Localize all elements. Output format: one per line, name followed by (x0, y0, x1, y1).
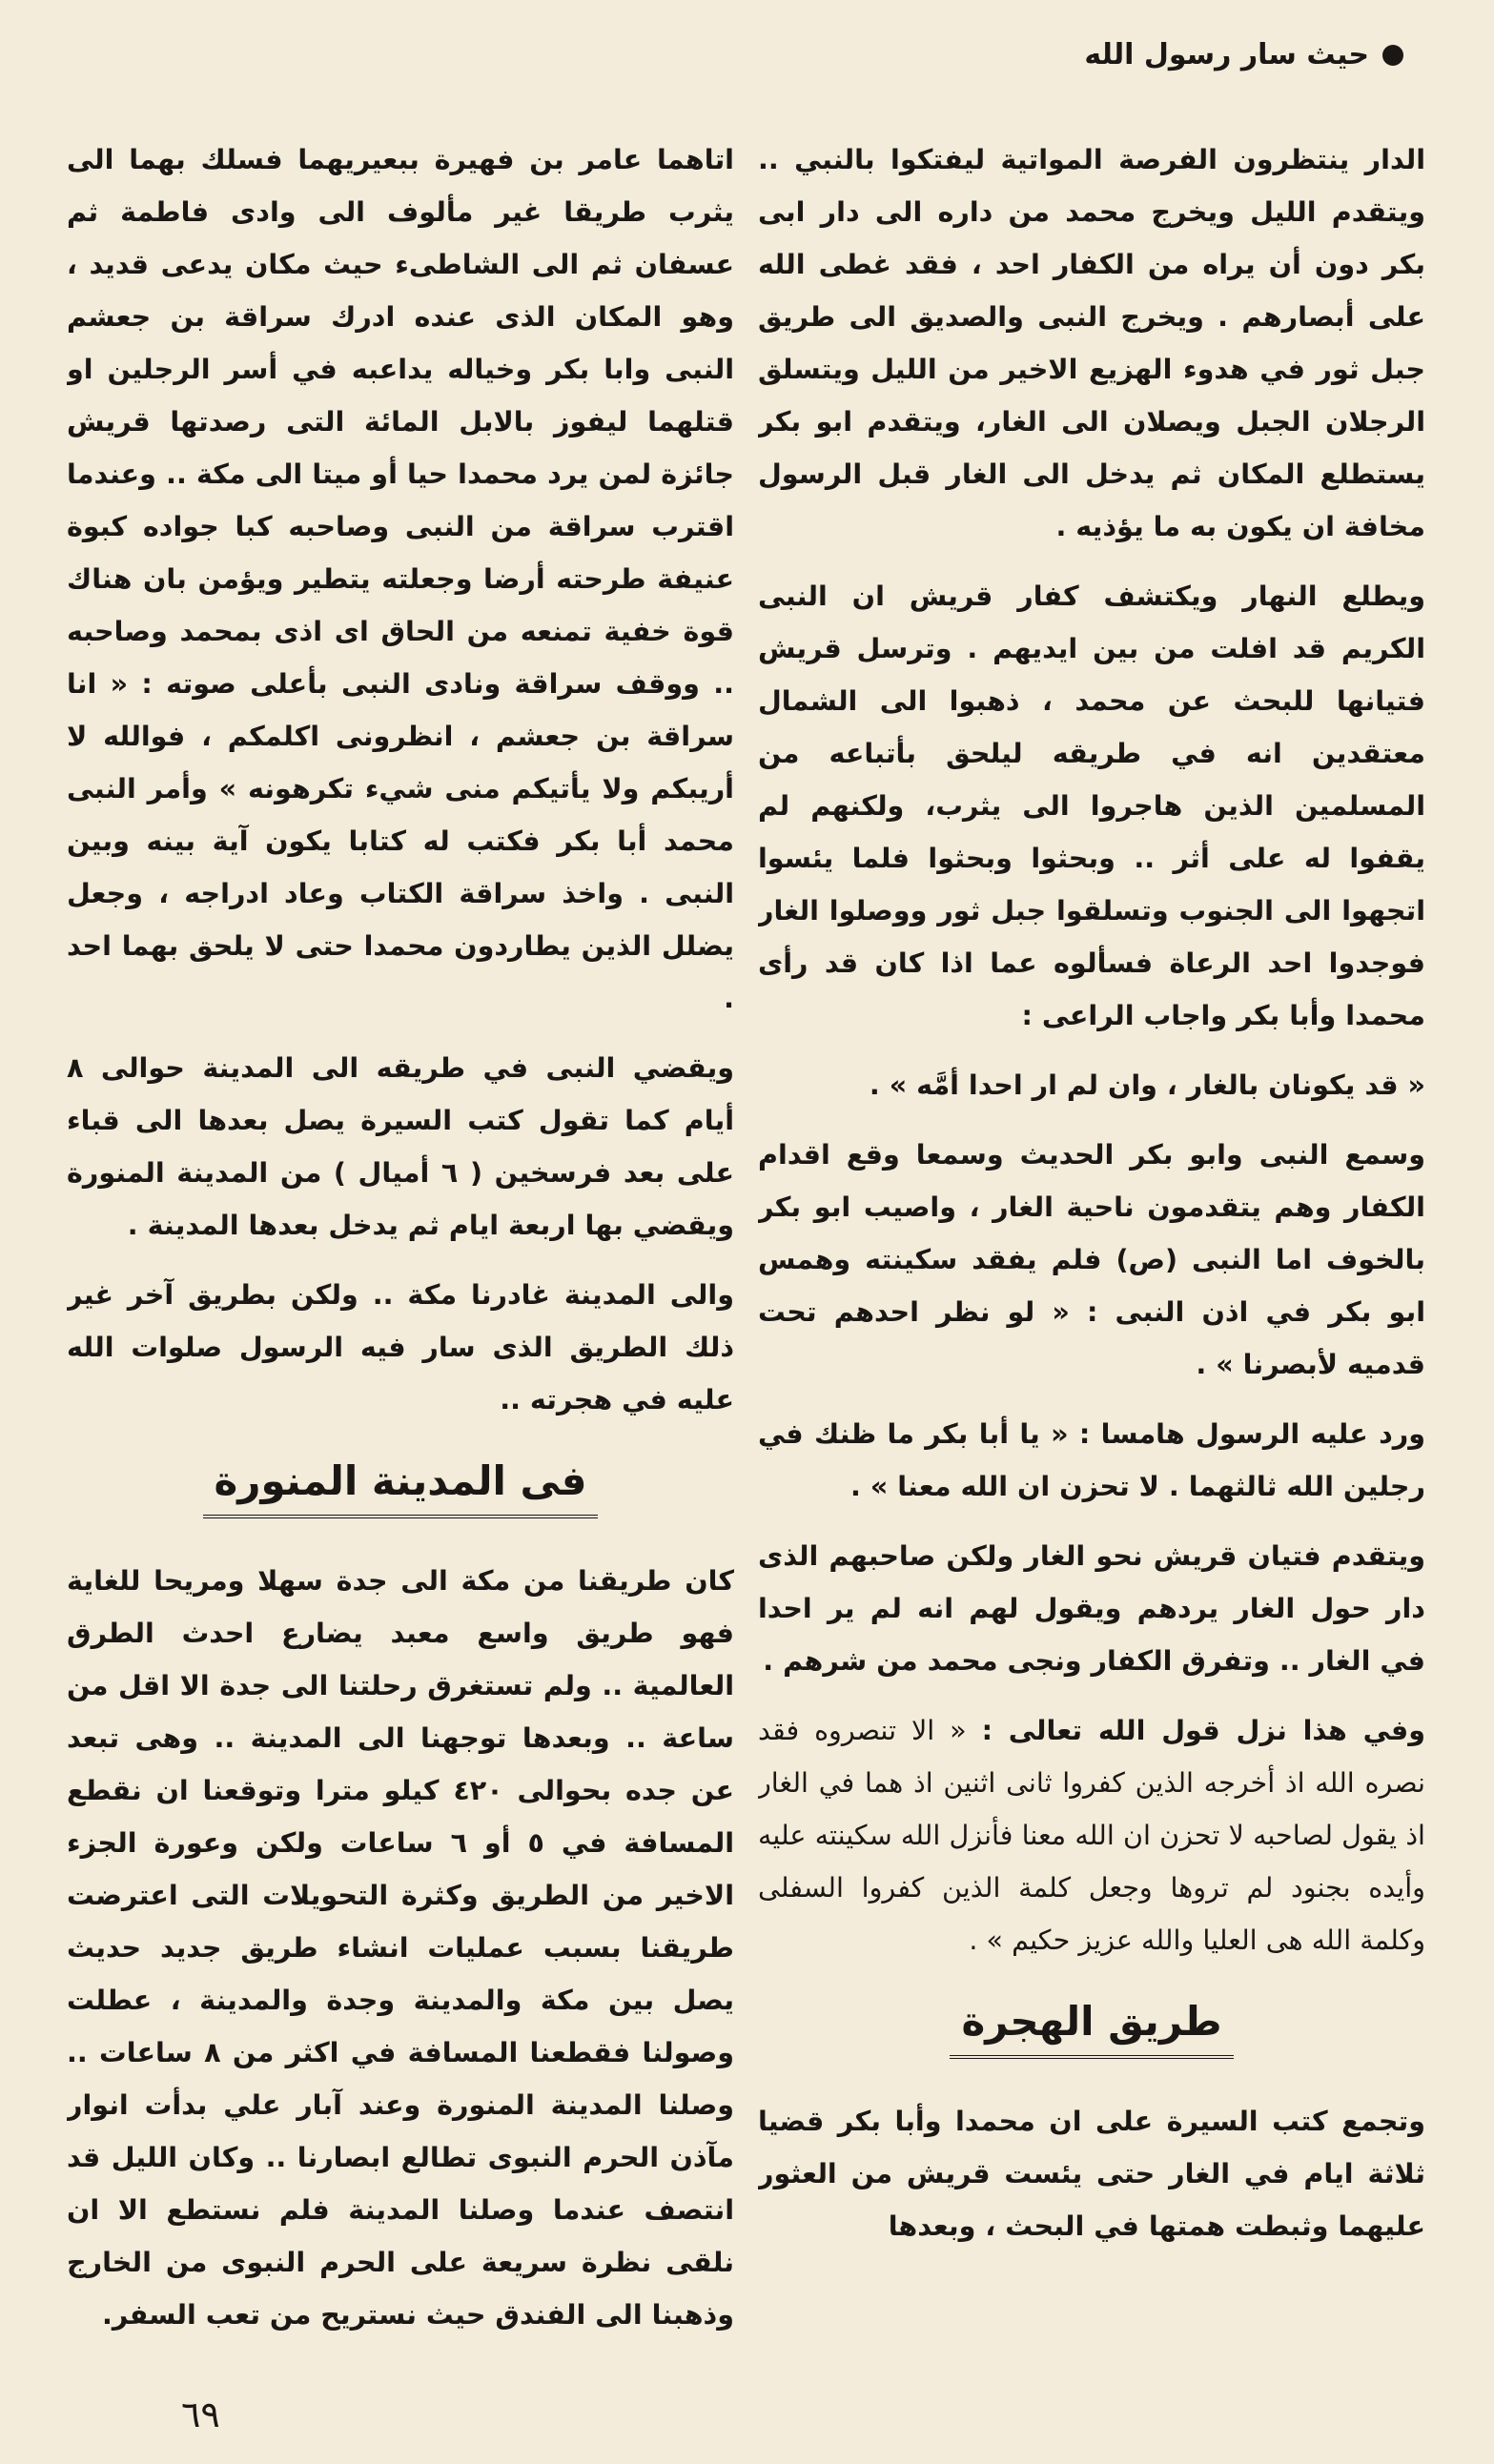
paragraph: ورد عليه الرسول هامسا : « يا أبا بكر ما ظنك في رجلين الله ثالثهما . لا تحزن ان الله معنا » . (758, 1417, 1425, 1502)
paragraph: اتاهما عامر بن فهيرة ببعيريهما فسلك بهما الى يثرب طريقا غير مألوف الى وادى فاطمة ثم عسفان ثم الى الشاطىء حيث مكان يدعى قديد ، وهو المكان الذى عنده ادرك سراقة بن جعشم النبى وابا بكر وخياله يداعبه في أسر الرجلين او قتلهما ليفوز بالابل المائة التى رصدتها قريش جائزة لمن يرد محمدا حيا أو ميتا الى مكة .. وعندما اقترب سراقة من النبى وصاحبه كبا جواده كبوة عنيفة طرحته أرضا وجعلته يتطير ويؤمن بان هناك قوة خفية تمنعه من الحاق اى اذى بمحمد وصاحبه .. ووقف سراقة ونادى النبى بأعلى صوته : « انا سراقة بن جعشم ، انظرونى اكلمكم ، فوالله لا أريبكم ولا يأتيكم منى شيء تكرهونه » وأمر النبى محمد أبا بكر فكتب له كتابا يكون آية بينه وبين النبى . واخذ سراقة الكتاب وعاد ادراجه ، وجعل يضلل الذين يطاردون محمدا حتى لا يلحق بهما احد . (67, 143, 734, 1014)
running-title: حيث سار رسول الله (1084, 38, 1369, 71)
section-heading-hijra: طريق الهجرة (758, 1995, 1425, 2059)
right-column (758, 133, 1425, 2354)
paragraph: ويقضي النبى في طريقه الى المدينة حوالى ٨ أيام كما تقول كتب السيرة يصل بعدها الى قباء على بعد فرسخين ( ٦ أميال ) من المدينة المنورة ويقضي بها اربعة ايام ثم يدخل بعدها المدينة . (67, 1051, 734, 1241)
paragraph: والى المدينة غادرنا مكة .. ولكن بطريق آخر غير ذلك الطريق الذى سار فيه الرسول صلوات الله عليه في هجرته .. (67, 1278, 734, 1415)
paragraph: ويطلع النهار ويكتشف كفار قريش ان النبى الكريم قد افلت من بين ايديهم . وترسل قريش فتيانها للبحث عن محمد ، ذهبوا الى الشمال معتقدين انه في طريقه ليلحق بأتباعه من المسلمين الذين هاجروا الى يثرب، ولكنهم لم يقفوا له على أثر .. وبحثوا وبحثوا فلما يئسوا اتجهوا الى الجنوب وتسلقوا جبل ثور ووصلوا الغار فوجدوا احد الرعاة فسألوه عما اذا كان قد رأى محمدا وأبا بكر واجاب الراعى : (758, 580, 1425, 1031)
paragraph: الدار ينتظرون الفرصة المواتية ليفتكوا بالنبي .. ويتقدم الليل ويخرج محمد من داره الى دار ابى بكر دون أن يراه من الكفار احد ، فقد غطى الله على أبصارهم . ويخرج النبى والصديق الى طريق جبل ثور في هدوء الهزيع الاخير من الليل ويتسلق الرجلان الجبل ويصلان الى الغار، ويتقدم ابو بكر يستطلع المكان ثم يدخل الى الغار قبل الرسول مخافة ان يكون به ما يؤذيه . (758, 143, 1425, 542)
section-heading-medina: فى المدينة المنورة (67, 1455, 734, 1518)
left-column (67, 133, 734, 2354)
paragraph: ويتقدم فتيان قريش نحو الغار ولكن صاحبهم الذى دار حول الغار يردهم ويقول لهم انه لم ير احدا في الغار .. وتفرق الكفار ونجى محمد من شرهم . (758, 1539, 1425, 1677)
page-number: ٦٩ (181, 2393, 220, 2435)
running-header (1084, 38, 1403, 71)
paragraph: وتجمع كتب السيرة على ان محمدا وأبا بكر قضيا ثلاثة ايام في الغار حتى يئست قريش من العثور عليهما وثبطت همتها في البحث ، وبعدها (758, 2105, 1425, 2242)
quran-text: « الا تنصروه فقد نصره الله اذ أخرجه الذين كفروا ثانى اثنين اذ هما في الغار اذ يقول لصاحبه لا تحزن ان الله معنا فأنزل الله سكينته عليه وأيده بجنود لم تروها وجعل كلمة الذين كفروا السفلى وكلمة الله هى العليا والله عزيز حكيم » . (758, 1714, 1425, 1956)
paragraph: « قد يكونان بالغار ، وان لم ار احدا أمَّه » . (869, 1069, 1425, 1101)
paragraph: كان طريقنا من مكة الى جدة سهلا ومريحا للغاية فهو طريق واسع معبد يضارع احدث الطرق العالمية .. ولم تستغرق رحلتنا الى جدة الا اقل من ساعة .. وبعدها توجهنا الى المدينة .. وهى تبعد عن جده بحوالى ٤٢٠ كيلو مترا وتوقعنا ان نقطع المسافة في ٥ أو ٦ ساعات ولكن وعورة الجزء الاخير من الطريق وكثرة التحويلات التى اعترضت طريقنا بسبب عمليات انشاء طريق جديد حديث يصل بين مكة والمدينة وجدة والمدينة ، عطلت وصولنا فقطعنا المسافة في اكثر من ٨ ساعات .. وصلنا المدينة المنورة وعند آبار علي بدأت انوار مآذن الحرم النبوى تطالع ابصارنا .. وكان الليل قد انتصف عندما وصلنا المدينة فلم نستطع الا ان نلقى نظرة سريعة على الحرم النبوى من الخارج وذهبنا الى الفندق حيث نستريح من تعب السفر. (67, 1564, 734, 2331)
paragraph: وسمع النبى وابو بكر الحديث وسمعا وقع اقدام الكفار وهم يتقدمون ناحية الغار ، واصيب ابو بكر بالخوف اما النبى (ص) فلم يفقد سكينته وهمس ابو بكر في اذن النبى : « لو نظر احدهم تحت قدميه لأبصرنا » . (758, 1138, 1425, 1380)
quran-quote (758, 1704, 1425, 1966)
bullet-icon (1382, 45, 1403, 66)
quran-intro: وفي هذا نزل قول الله تعالى : (981, 1714, 1425, 1746)
